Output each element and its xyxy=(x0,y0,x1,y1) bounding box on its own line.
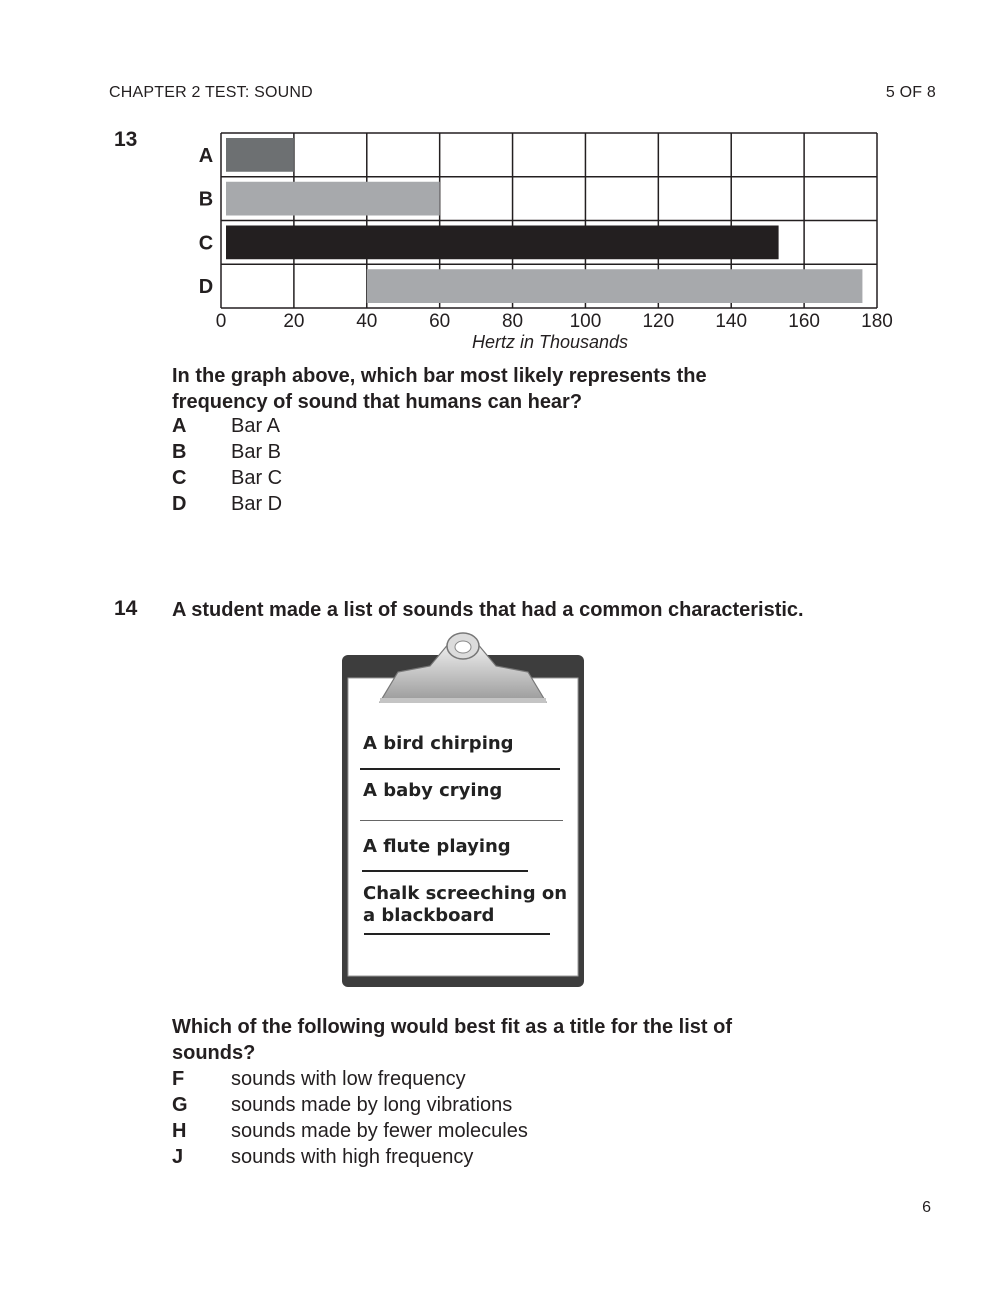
x-tick-label: 180 xyxy=(861,311,893,332)
clipboard-paper xyxy=(348,678,578,976)
choice-letter: H xyxy=(172,1120,187,1142)
choice-letter: C xyxy=(172,467,187,489)
chapter-title: CHAPTER 2 TEST: SOUND xyxy=(109,84,313,101)
question-14-prompt-line-1: Which of the following would best fit as a title for the list of xyxy=(172,1016,732,1038)
clipboard-item-3: A flute playing xyxy=(363,836,511,857)
clip-hole-icon xyxy=(455,641,471,653)
choice-letter: B xyxy=(172,441,187,463)
clipboard-rule xyxy=(362,870,528,872)
choice-text: sounds made by fewer molecules xyxy=(231,1120,528,1142)
question-13-stem xyxy=(172,363,707,415)
page-of-indicator: 5 OF 8 xyxy=(885,84,936,101)
choice-letter: D xyxy=(172,493,187,515)
clipboard-item-4-cont: a blackboard xyxy=(363,905,495,926)
x-tick-label: 40 xyxy=(356,311,378,332)
x-tick-label: 120 xyxy=(642,311,675,332)
bar-label-c: C xyxy=(198,232,214,255)
choice-text: Bar D xyxy=(231,493,283,515)
clipboard-item-4: Chalk screeching on xyxy=(363,883,568,904)
question-13-number: 13 xyxy=(114,128,138,151)
x-tick-label: 100 xyxy=(569,311,602,332)
choice-letter: J xyxy=(172,1146,184,1168)
question-14-prompt-line-2: sounds? xyxy=(172,1042,256,1064)
clipboard-rule xyxy=(360,768,560,770)
bar-label-d: D xyxy=(198,276,214,299)
bar-b xyxy=(226,182,440,216)
x-tick-label: 160 xyxy=(788,311,820,332)
clipboard-illustration xyxy=(340,628,586,990)
question-13-stem-line-2: frequency of sound that humans can hear? xyxy=(172,391,583,413)
clipboard-item-2: A baby crying xyxy=(363,780,503,801)
bar-d xyxy=(367,269,863,303)
page-number: 6 xyxy=(922,1199,931,1216)
bar-label-b: B xyxy=(198,188,214,211)
clipboard-item-1: A bird chirping xyxy=(363,733,514,754)
bar-label-a: A xyxy=(198,144,214,167)
choice-letter: F xyxy=(172,1068,185,1090)
x-axis-title: Hertz in Thousands xyxy=(471,332,629,352)
x-tick-label: 80 xyxy=(501,311,524,332)
clipboard-rule xyxy=(364,933,550,935)
choice-text: sounds with high frequency xyxy=(231,1146,474,1168)
x-tick-label: 20 xyxy=(283,311,305,332)
choice-text: Bar C xyxy=(231,467,283,489)
question-14-number: 14 xyxy=(114,597,138,620)
frequency-bar-chart xyxy=(0,0,1000,360)
question-13-stem-line-1: In the graph above, which bar most likely represents the xyxy=(172,365,707,387)
clipboard-graphic xyxy=(340,628,586,990)
x-tick-label: 140 xyxy=(715,311,748,332)
question-14-stem: A student made a list of sounds that had a common characteristic. xyxy=(172,599,804,621)
bar-c xyxy=(226,226,779,260)
choice-letter: G xyxy=(172,1094,188,1116)
choice-text: sounds with low frequency xyxy=(231,1068,466,1090)
choice-letter: A xyxy=(172,415,187,437)
x-tick-label: 0 xyxy=(215,311,227,332)
bar-a xyxy=(226,138,294,172)
clipboard-rule xyxy=(360,820,563,821)
question-14-prompt xyxy=(172,1014,732,1066)
x-tick-label: 60 xyxy=(429,311,451,332)
clip-base xyxy=(380,698,546,703)
choice-text: sounds made by long vibrations xyxy=(231,1094,513,1116)
choice-text: Bar A xyxy=(231,415,280,437)
choice-text: Bar B xyxy=(231,441,282,463)
